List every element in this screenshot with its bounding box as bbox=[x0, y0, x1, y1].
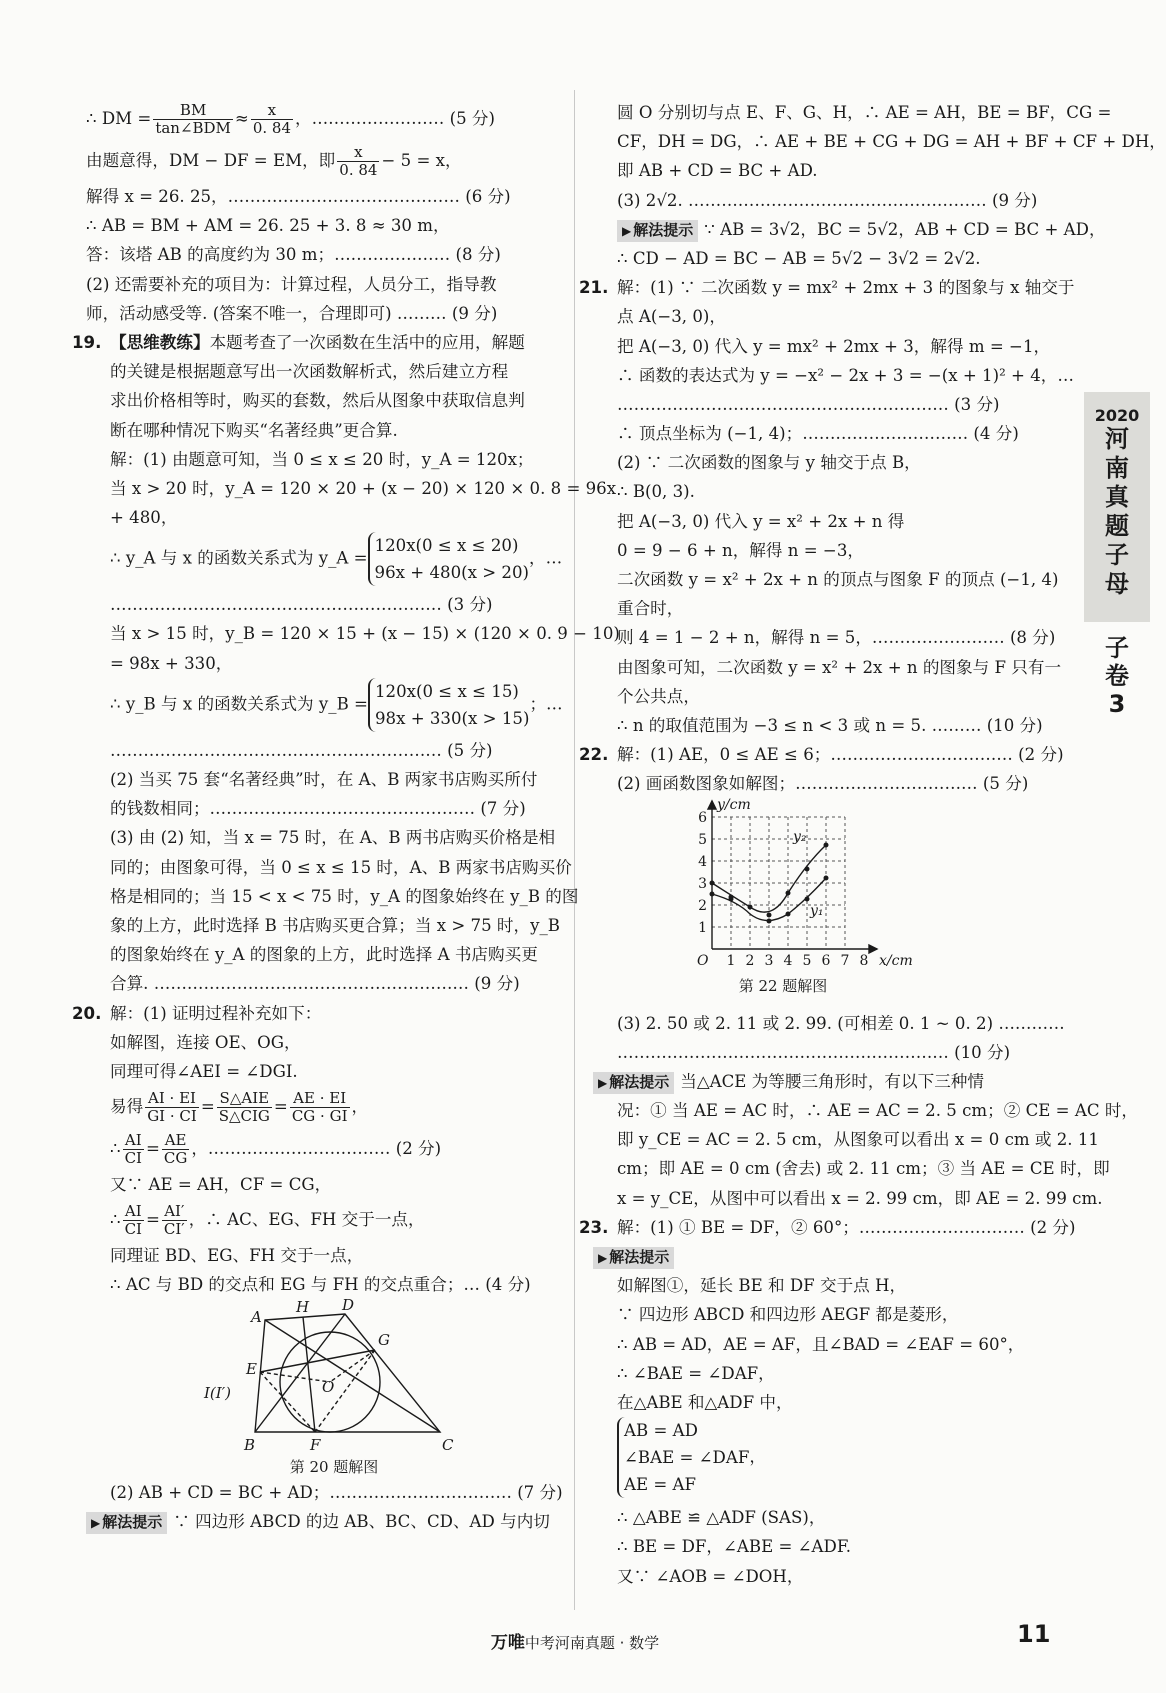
point bbox=[824, 842, 829, 847]
line: 23. 解：(1) ① BE = DF，② 60°；………………………… (2 分) bbox=[593, 1213, 1060, 1242]
question-number: 19. bbox=[72, 332, 102, 352]
fraction: $\frac{AI}{CI}$ bbox=[124, 1202, 142, 1239]
line: …………………………………………………… (5 分) bbox=[110, 740, 493, 760]
line: 如解图，连接 OE、OG， bbox=[110, 1032, 301, 1052]
x-axis-label: x/cm bbox=[879, 952, 913, 969]
line: 由题意得，DM − DF = EM，即 $\frac{x}{0. 84}$ − 5 = x， bbox=[86, 143, 462, 179]
figure-20-diagram bbox=[110, 1295, 558, 1478]
side-tab-char: 子 bbox=[1105, 541, 1129, 569]
fraction: $\frac{\text{S△AIE}}{\text{S△CIG}}$ bbox=[218, 1089, 270, 1126]
line: 又∵ ∠AOB = ∠DOH， bbox=[617, 1566, 804, 1586]
line: ∴ y_A 与 x 的函数关系式为 y_A = 120x(0 ≤ x ≤ 20) 96x + 480(x > 20) ，… bbox=[86, 532, 558, 590]
x-tick: 8 bbox=[859, 952, 869, 969]
fraction: $\frac{BM}{\text{tan∠BDM}}$ bbox=[155, 101, 231, 137]
y-tick: 5 bbox=[698, 831, 707, 848]
figure-20 bbox=[110, 1295, 558, 1478]
label-o: O bbox=[322, 1377, 335, 1396]
label-f: F bbox=[310, 1435, 321, 1454]
side-subtab bbox=[1084, 634, 1150, 718]
hint-badge: ▶ 解法提示 bbox=[617, 220, 698, 242]
point bbox=[729, 896, 734, 901]
y-arrow-icon bbox=[708, 801, 716, 809]
x-arrow-icon bbox=[869, 945, 877, 953]
y-tick: 2 bbox=[698, 897, 707, 914]
point bbox=[710, 880, 715, 885]
segment-ef bbox=[260, 1372, 315, 1432]
line: 个公共点， bbox=[617, 686, 700, 706]
side-tab-char: 题 bbox=[1105, 512, 1129, 540]
side-tab-char: 南 bbox=[1105, 454, 1129, 482]
line: = 98x + 330， bbox=[110, 653, 233, 673]
system-brace: AB = AD ∠BAE = ∠DAF AE = AF bbox=[617, 1417, 749, 1498]
line: 合算. ………………………………………………… (9 分) bbox=[110, 974, 520, 994]
question-number: 20. bbox=[72, 1003, 102, 1023]
y-axis-label: y/cm bbox=[717, 796, 751, 813]
point bbox=[786, 911, 791, 916]
y-tick: 1 bbox=[698, 919, 707, 936]
point bbox=[805, 896, 810, 901]
hint-badge: ▶ 解法提示 bbox=[593, 1247, 674, 1269]
line: 的图象始终在 y_A 的图象的上方，此时选择 A 书店购买更 bbox=[110, 945, 538, 965]
figure-22 bbox=[617, 796, 1060, 1009]
fraction: $\frac{x}{0. 84}$ bbox=[339, 143, 378, 179]
fraction: $\frac{x}{0. 84}$ bbox=[252, 101, 291, 137]
line: 20. 解：(1) 证明过程补充如下： bbox=[86, 999, 558, 1028]
line: 19. 【思维教练】本题考查了一次函数在生活中的应用，解题 bbox=[86, 328, 558, 357]
line: 0 = 9 − 6 + n，解得 n = −3， bbox=[617, 540, 864, 560]
line: 格是相同的；当 15 < x < 75 时，y_A 的图象始终在 y_B 的图 bbox=[110, 886, 579, 906]
line: ∴ DM = $\frac{BM}{\text{tan∠BDM}}$ ≈ $\frac{x}{0. 84}$ ，…………………… (5 分) bbox=[86, 101, 495, 137]
question-number: 22. bbox=[579, 745, 609, 765]
fraction: $\frac{AI}{CI}$ bbox=[124, 1131, 142, 1168]
line: ∴ CD − AD = BC − AB = 5√2 − 3√2 = 2√2. bbox=[617, 248, 981, 268]
label-a: A bbox=[251, 1307, 262, 1326]
line: 二次函数 y = x² + 2x + n 的顶点与图象 F 的顶点 (−1, 4) bbox=[617, 570, 1059, 589]
label-c: C bbox=[442, 1435, 454, 1454]
line: ∴ ∠BAE = ∠DAF， bbox=[617, 1363, 775, 1383]
line: ∴ AB = AD，AE = AF，且∠BAD = ∠EAF = 60°， bbox=[617, 1334, 1025, 1354]
x-tick: 6 bbox=[821, 952, 831, 969]
point bbox=[805, 866, 810, 871]
line: 当 x > 20 时，y_A = 120 × 20 + (x − 20) × 120 × 0. 8 = 96x bbox=[110, 478, 617, 498]
label-i: I(I′) bbox=[204, 1383, 231, 1402]
line: 点 A(−3, 0)， bbox=[617, 307, 726, 327]
line: (2) 还需要补充的项目为：计算过程，人员分工，指导教 bbox=[86, 274, 497, 294]
line: ∴ 顶点坐标为 (−1, 4)；………………………… (4 分) bbox=[617, 424, 1019, 444]
line: (3) 2. 50 或 2. 11 或 2. 99. (可相差 0. 1 ~ 0. 2) ………… bbox=[617, 1013, 1065, 1033]
hint-badge: ▶ 解法提示 bbox=[593, 1072, 674, 1094]
line: (2) AB + CD = BC + AD；…………………………… (7 分) bbox=[110, 1482, 563, 1502]
line: 求出价格相等时，购买的套数，然后从图象中获取信息判 bbox=[110, 391, 525, 411]
y-ticks bbox=[698, 810, 707, 936]
line: ∴ y_B 与 x 的函数关系式为 y_B = 120x(0 ≤ x ≤ 15) 98x + 330(x > 15) ；… bbox=[86, 678, 558, 736]
footer bbox=[0, 1628, 1150, 1653]
line bbox=[593, 1242, 1060, 1271]
x-tick: 5 bbox=[802, 952, 812, 969]
line: 解得 x = 26. 25，…………………………………… (6 分) bbox=[86, 187, 511, 206]
line: (3) 由 (2) 知，当 x = 75 时，在 A、B 两书店购买价格是相 bbox=[110, 828, 556, 848]
x-ticks bbox=[727, 953, 869, 969]
point bbox=[767, 912, 772, 917]
side-subtab-char: 3 bbox=[1108, 690, 1126, 718]
line: ∴ AC 与 BD 的交点和 EG 与 FH 的交点重合；… (4 分) bbox=[110, 1275, 531, 1295]
line: 当 x > 15 时，y_B = 120 × 15 + (x − 15) × (120 × 0. 9 − 10) bbox=[110, 624, 620, 644]
line: (2) 当买 75 套“名著经典”时，在 A、B 两家书店购买所付 bbox=[110, 770, 538, 789]
line: ∴ 函数的表达式为 y = −x² − 2x + 3 = −(x + 1)² + 4，… bbox=[617, 365, 1074, 385]
footer-brand: 万唯 bbox=[490, 1633, 525, 1653]
x-tick: 4 bbox=[783, 952, 793, 969]
line: 由图象可知，二次函数 y = x² + 2x + n 的图象与 F 只有一 bbox=[617, 657, 1062, 677]
line: 同的；由图象可得，当 0 ≤ x ≤ 15 时，A、B 两家书店购买价 bbox=[110, 857, 572, 877]
side-subtab-char: 子 bbox=[1105, 634, 1129, 662]
line: 解：(1) 由题意可知，当 0 ≤ x ≤ 20 时，y_A = 120x； bbox=[110, 449, 534, 469]
line: 圆 O 分别切与点 E、F、G、H，∴ AE = AH，BE = BF，CG = bbox=[617, 103, 1112, 122]
line: ▶ 解法提示 当△ACE 为等腰三角形时，有以下三种情 bbox=[593, 1067, 1060, 1096]
point bbox=[710, 891, 715, 896]
figure-22-graph bbox=[617, 796, 1060, 1009]
line: cm；即 AE = 0 cm (舍去) 或 2. 11 cm；③ 当 AE = CE 时，即 bbox=[617, 1159, 1110, 1179]
x-tick: 1 bbox=[726, 952, 736, 969]
line: 即 y_CE = AC = 2. 5 cm，从图象可以看出 x = 0 cm 或 2. 11 bbox=[617, 1130, 1099, 1150]
label-g: G bbox=[378, 1330, 390, 1349]
footer-text: 中考河南真题 · 数学 bbox=[524, 1634, 660, 1652]
question-number: 23. bbox=[579, 1217, 609, 1237]
line: ▶ 解法提示 ∵ AB = 3√2，BC = 5√2，AB + CD = BC + AD， bbox=[593, 215, 1060, 244]
line: ∴ $\frac{AI}{CI}$ = $\frac{AE}{CG}$ ，…………………………… (2 分) bbox=[110, 1131, 442, 1168]
line: 22. 解：(1) AE，0 ≤ AE ≤ 6；…………………………… (2 分) bbox=[593, 740, 1060, 769]
x-tick: 3 bbox=[764, 952, 774, 969]
point bbox=[786, 890, 791, 895]
page-number: 11 bbox=[1017, 1620, 1051, 1648]
line: ∴ BE = DF，∠ABE = ∠ADF. bbox=[617, 1537, 852, 1557]
label-b: B bbox=[244, 1435, 256, 1454]
line: 的钱数相同；………………………………………… (7 分) bbox=[110, 799, 526, 819]
hint-badge: ▶ 解法提示 bbox=[86, 1512, 167, 1534]
line: 把 A(−3, 0) 代入 y = x² + 2x + n 得 bbox=[617, 511, 905, 531]
side-subtab-char: 卷 bbox=[1105, 662, 1129, 690]
x-tick: 7 bbox=[840, 952, 850, 969]
side-tab-char: 母 bbox=[1105, 570, 1129, 598]
side-tab-char: 河 bbox=[1105, 425, 1129, 453]
line: …………………………………………………… (3 分) bbox=[110, 595, 493, 615]
label-d: D bbox=[342, 1295, 355, 1314]
label-h: H bbox=[296, 1297, 310, 1316]
line: 象的上方，此时选择 B 书店购买更合算；当 x > 75 时，y_B bbox=[110, 915, 560, 935]
figure-22-caption: 第 22 题解图 bbox=[738, 976, 828, 995]
fraction: $\frac{AE}{CG}$ bbox=[163, 1131, 188, 1168]
fraction: $\frac{AE \cdot EI}{CG \cdot GI}$ bbox=[291, 1089, 348, 1126]
point bbox=[767, 918, 772, 923]
line: (2) ∵ 二次函数的图象与 y 轴交于点 B， bbox=[617, 453, 921, 473]
line: ∴ B(0, 3). bbox=[617, 482, 695, 502]
line: 即 AB + CD = BC + AD. bbox=[617, 161, 818, 181]
line: 断在哪种情况下购买“名著经典”更合算. bbox=[110, 420, 398, 440]
fraction: $\frac{AI \cdot EI}{GI \cdot CI}$ bbox=[147, 1089, 197, 1126]
line: ∴ △ABE ≌ △ADF (SAS)， bbox=[617, 1508, 826, 1528]
side-tab-year: 2020 bbox=[1094, 406, 1140, 425]
system-of-equations: AB = AD ∠BAE = ∠DAF AE = AF ， bbox=[593, 1417, 1060, 1503]
side-tab bbox=[1084, 392, 1150, 622]
line: 易得 $\frac{AI \cdot EI}{GI \cdot CI}$ = $\frac{\text{S△AIE}}{\text{S△CIG}}$ = $\frac{AE \cdot EI}{CG \cdot GI}$ ， bbox=[110, 1089, 369, 1126]
piecewise-brace: 120x(0 ≤ x ≤ 15) 98x + 330(x > 15) bbox=[368, 678, 529, 732]
curve-y1-label: y₁ bbox=[810, 902, 824, 919]
question-number: 21. bbox=[579, 278, 609, 298]
line: CF，DH = DG，∴ AE + BE + CG + DG = AH + BF + CF + DH， bbox=[617, 132, 1166, 152]
x-tick: 2 bbox=[745, 952, 755, 969]
line: 又∵ AE = AH，CF = CG， bbox=[110, 1175, 332, 1195]
line: + 480， bbox=[110, 508, 178, 528]
line: 如解图①，延长 BE 和 DF 交于点 H， bbox=[617, 1276, 907, 1296]
line: x = y_CE，从图中可以看出 x = 2. 99 cm，即 AE = 2. 99 cm. bbox=[617, 1188, 1103, 1208]
line: ▶ 解法提示 ∵ 四边形 ABCD 的边 AB、BC、CD、AD 与内切 bbox=[86, 1507, 558, 1536]
line: ∴ n 的取值范围为 −3 ≤ n < 3 或 n = 5. ……… (10 分) bbox=[617, 715, 1043, 735]
y-tick: 6 bbox=[698, 809, 707, 826]
line: 况：① 当 AE = AC 时，∴ AE = AC = 2. 5 cm；② CE = AC 时， bbox=[617, 1101, 1139, 1121]
line: 把 A(−3, 0) 代入 y = mx² + 2mx + 3，解得 m = −1， bbox=[617, 336, 1051, 356]
line: 同理证 BD、EG、FH 交于一点， bbox=[110, 1246, 364, 1266]
line: 在△ABE 和△ADF 中， bbox=[617, 1392, 793, 1412]
line: 同理可得∠AEI = ∠DGI. bbox=[110, 1061, 298, 1081]
line: ∴ $\frac{AI}{CI}$ = $\frac{AI'}{CI'}$ ，∴ AC、EG、FH 交于一点， bbox=[110, 1202, 425, 1239]
line: 的关键是根据题意写出一次函数解析式，然后建立方程 bbox=[110, 362, 509, 382]
y-tick: 3 bbox=[698, 875, 707, 892]
origin-label: O bbox=[697, 952, 709, 969]
line: ∵ 四边形 ABCD 和四边形 AEGF 都是菱形， bbox=[617, 1305, 959, 1325]
line: (2) 画函数图象如解图；…………………………… (5 分) bbox=[617, 774, 1029, 794]
line: 答：该塔 AB 的高度约为 30 m；………………… (8 分) bbox=[86, 245, 501, 265]
label-e: E bbox=[246, 1359, 257, 1378]
line: 则 4 = 1 − 2 + n，解得 n = 5，…………………… (8 分) bbox=[617, 628, 1056, 648]
point bbox=[824, 875, 829, 880]
line: …………………………………………………… (10 分) bbox=[617, 1042, 1011, 1062]
point bbox=[748, 904, 753, 909]
piecewise-brace: 120x(0 ≤ x ≤ 20) 96x + 480(x > 20) bbox=[368, 532, 529, 586]
line: 师，活动感受等. (答案不唯一，合理即可) ……… (9 分) bbox=[86, 303, 498, 323]
curve-y2-label: y₂ bbox=[793, 828, 807, 845]
line: ∴ AB = BM + AM = 26. 25 + 3. 8 ≈ 30 m， bbox=[86, 216, 450, 236]
line: (3) 2√2. ……………………………………………… (9 分) bbox=[617, 190, 1038, 210]
line: …………………………………………………… (3 分) bbox=[617, 394, 1000, 414]
fraction: $\frac{AI'}{CI'}$ bbox=[163, 1202, 185, 1239]
line: 重合时， bbox=[617, 599, 684, 619]
side-tab-char: 真 bbox=[1105, 483, 1129, 511]
grid bbox=[712, 817, 845, 949]
column-divider bbox=[574, 90, 575, 1610]
figure-20-caption: 第 20 题解图 bbox=[289, 1457, 379, 1476]
line: 21. 解：(1) ∵ 二次函数 y = mx² + 2mx + 3 的图象与 x 轴交于 bbox=[593, 273, 1060, 302]
y-tick: 4 bbox=[698, 853, 707, 870]
